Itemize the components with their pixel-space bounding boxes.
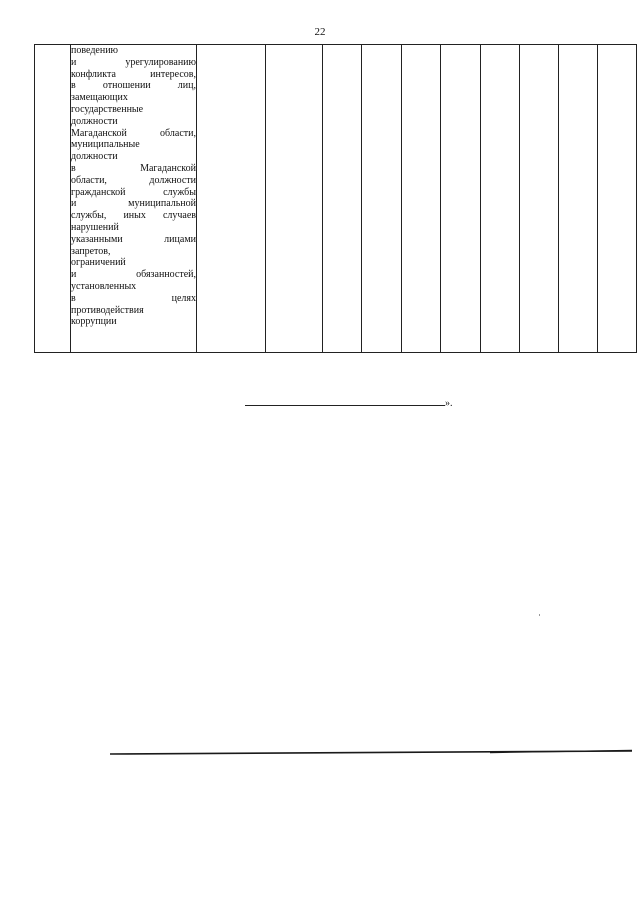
table-cell [323, 45, 362, 353]
continuation-table [34, 44, 637, 353]
description-line: муниципальные [71, 139, 140, 151]
description-line: государственные [71, 103, 144, 115]
page-number: 22 [314, 26, 326, 38]
description-line: конфликта интересов, [71, 68, 196, 80]
table-cell [362, 45, 402, 353]
description-line: службы, иных случаев [71, 210, 196, 222]
closing-quote: ». [445, 398, 453, 409]
closing-line [245, 397, 453, 409]
footer-scan-line [110, 748, 632, 756]
description-line: в Магаданской [71, 162, 196, 174]
description-line: замещающих [71, 92, 128, 104]
description-line: нарушений [71, 221, 119, 233]
description-line: противодействия [71, 304, 144, 316]
table-cell [266, 45, 323, 353]
description-line: ограничений [71, 257, 126, 269]
description-line: Магаданской области, [71, 127, 196, 139]
table-row [35, 45, 637, 353]
table-cell [481, 45, 520, 353]
blank-rule [245, 397, 445, 406]
description-line: и урегулированию [71, 56, 196, 68]
description-line: должности [71, 115, 118, 127]
description-line: в отношении лиц, [71, 80, 196, 92]
description-line: должности [71, 151, 118, 163]
scan-speck [539, 614, 540, 616]
description-line: коррупции [71, 316, 117, 328]
description-line: в целях [71, 292, 196, 304]
table-cell-number [35, 45, 71, 353]
description-line: и муниципальной [71, 198, 196, 210]
table-cell [402, 45, 441, 353]
description-line: поведению [71, 45, 119, 56]
description-line: установленных [71, 280, 137, 292]
description-line: и обязанностей, [71, 269, 196, 281]
description-line: гражданской службы [71, 186, 196, 198]
description-line: указанными лицами [71, 233, 196, 245]
table-cell [598, 45, 637, 353]
table-cell [559, 45, 598, 353]
description-line: области, должности [71, 174, 196, 186]
table-cell [441, 45, 481, 353]
description-line: запретов, [71, 245, 111, 257]
table-cell [197, 45, 266, 353]
table-cell-description [71, 45, 197, 353]
table-cell [520, 45, 559, 353]
